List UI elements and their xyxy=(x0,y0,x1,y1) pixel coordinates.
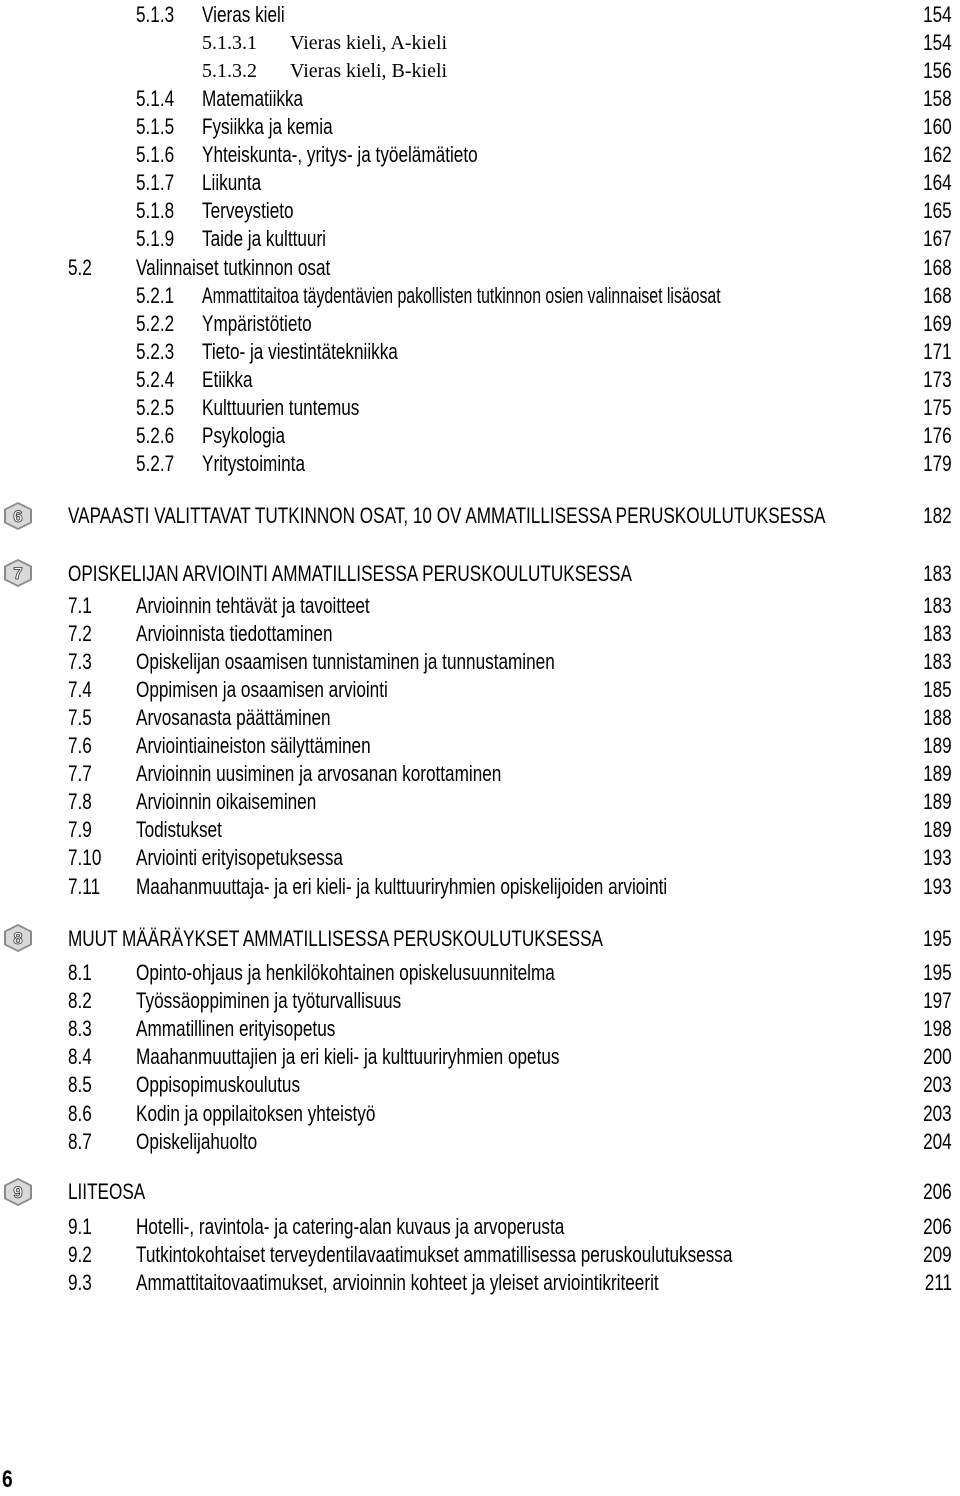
toc-row xyxy=(0,1071,960,1099)
chapter-title: MUUT MÄÄRÄYKSET AMMATILLISESSA PERUSKOULUTUKSESSA xyxy=(68,926,603,951)
toc-number: 5.2.1 xyxy=(136,283,175,308)
toc-number: 5.2.4 xyxy=(136,367,175,392)
toc-number: 7.10 xyxy=(68,845,102,870)
toc-page: 156 xyxy=(923,58,952,83)
toc-row xyxy=(0,704,960,732)
toc-title: Maahanmuuttaja- ja eri kieli- ja kulttuuriryhmien opiskelijoiden arviointi xyxy=(136,874,668,899)
toc-page: 164 xyxy=(923,170,952,195)
toc-page: 162 xyxy=(923,142,952,167)
toc-row xyxy=(0,1128,960,1156)
toc-row xyxy=(0,225,960,253)
toc-title: Opiskelijan osaamisen tunnistaminen ja tunnustaminen xyxy=(136,649,555,674)
toc-row xyxy=(0,1241,960,1269)
toc-number: 8.1 xyxy=(68,960,92,985)
toc-row xyxy=(0,29,960,57)
toc-row xyxy=(0,620,960,648)
toc-title: Matematiikka xyxy=(202,86,304,111)
toc-row xyxy=(0,338,960,366)
toc-page: 154 xyxy=(923,2,952,27)
toc-number: 7.2 xyxy=(68,621,92,646)
toc-row xyxy=(0,987,960,1015)
toc-number: 8.5 xyxy=(68,1072,92,1097)
toc-row xyxy=(0,1213,960,1241)
toc-title: Vieras kieli xyxy=(202,2,285,27)
toc-title: Yritystoiminta xyxy=(202,451,305,476)
toc-page: 179 xyxy=(923,451,952,476)
toc-row xyxy=(0,254,960,282)
toc-row xyxy=(0,648,960,676)
toc-page: 165 xyxy=(923,198,952,223)
toc-number: 5.1.5 xyxy=(136,114,175,139)
toc-number: 7.8 xyxy=(68,789,92,814)
toc-page: 198 xyxy=(923,1016,952,1041)
toc-row xyxy=(0,310,960,338)
toc-row xyxy=(0,816,960,844)
toc-number: 5.2.3 xyxy=(136,339,175,364)
toc-number: 5.2.5 xyxy=(136,395,175,420)
toc-page: 197 xyxy=(923,988,952,1013)
chapter-heading xyxy=(0,1178,960,1206)
toc-page: 189 xyxy=(923,761,952,786)
toc-row xyxy=(0,1,960,29)
toc-page: 200 xyxy=(923,1044,952,1069)
toc-page: 173 xyxy=(923,367,952,392)
toc-number: 5.1.8 xyxy=(136,198,175,223)
toc-title: Yhteiskunta-, yritys- ja työelämätieto xyxy=(202,142,478,167)
toc-row xyxy=(0,1043,960,1071)
toc-title: Arvioinnin oikaiseminen xyxy=(136,789,317,814)
toc-title: Taide ja kulttuuri xyxy=(202,226,327,251)
toc-row xyxy=(0,873,960,901)
toc-page: 195 xyxy=(923,960,952,985)
toc-row xyxy=(0,592,960,620)
chapter-heading xyxy=(0,502,960,530)
toc-number: 7.7 xyxy=(68,761,92,786)
toc-row xyxy=(0,676,960,704)
chapter-title: LIITEOSA xyxy=(68,1179,146,1204)
toc-page: 169 xyxy=(923,311,952,336)
toc-row xyxy=(0,1015,960,1043)
toc-title: Arvioinnin uusiminen ja arvosanan korottaminen xyxy=(136,761,502,786)
toc-title: Ammattitaitovaatimukset, arvioinnin kohteet ja yleiset arviointikriteerit xyxy=(136,1270,659,1295)
toc-page: 183 xyxy=(923,593,952,618)
toc-page: 206 xyxy=(923,1179,952,1204)
toc-page: 195 xyxy=(923,926,952,951)
toc-number: 7.9 xyxy=(68,817,92,842)
toc-page: 193 xyxy=(923,845,952,870)
toc-number: 9.1 xyxy=(68,1214,92,1239)
toc-row xyxy=(0,1100,960,1128)
toc-title: Arviointi erityisopetuksessa xyxy=(136,845,343,870)
toc-row xyxy=(0,959,960,987)
toc-title: Arviointiaineiston säilyttäminen xyxy=(136,733,371,758)
toc-row xyxy=(0,282,960,310)
toc-page: 211 xyxy=(924,1270,952,1295)
toc-page: 189 xyxy=(923,789,952,814)
toc-title: Maahanmuuttajien ja eri kieli- ja kulttuuriryhmien opetus xyxy=(136,1044,560,1069)
toc-number: 8.2 xyxy=(68,988,92,1013)
toc-row xyxy=(0,422,960,450)
toc-page: 183 xyxy=(923,649,952,674)
toc-number: 5.2.2 xyxy=(136,311,175,336)
toc-number: 5.1.6 xyxy=(136,142,175,167)
toc-page: 167 xyxy=(923,226,952,251)
toc-page: 189 xyxy=(923,817,952,842)
toc-row xyxy=(0,1269,960,1297)
toc-row xyxy=(0,788,960,816)
toc-title: Liikunta xyxy=(202,170,262,195)
toc-page: 175 xyxy=(923,395,952,420)
toc-number: 7.4 xyxy=(68,677,92,702)
toc-number: 5.1.7 xyxy=(136,170,175,195)
chapter-heading xyxy=(0,925,960,953)
toc-number: 7.1 xyxy=(68,593,92,618)
chapter-title: VAPAASTI VALITTAVAT TUTKINNON OSAT, 10 OV AMMATILLISESSA PERUSKOULUTUKSESSA xyxy=(68,503,826,528)
toc-row xyxy=(0,366,960,394)
toc-number: 7.11 xyxy=(68,874,101,899)
toc-title: Ammattitaitoa täydentävien pakollisten tutkinnon osien valinnaiset lisäosat xyxy=(202,283,721,308)
page-number: 6 xyxy=(2,1466,13,1493)
toc-row xyxy=(0,450,960,478)
svg-text:8: 8 xyxy=(13,929,23,948)
toc-number: 5.2 xyxy=(68,255,92,280)
toc-row xyxy=(0,732,960,760)
toc-title: Opinto-ohjaus ja henkilökohtainen opiskelusuunnitelma xyxy=(136,960,555,985)
toc-page: 188 xyxy=(923,705,952,730)
toc-page: 154 xyxy=(923,30,952,55)
toc-title: Valinnaiset tutkinnon osat xyxy=(136,255,331,280)
toc-row xyxy=(0,113,960,141)
chapter-title: OPISKELIJAN ARVIOINTI AMMATILLISESSA PERUSKOULUTUKSESSA xyxy=(68,561,632,586)
toc-title: Psykologia xyxy=(202,423,285,448)
toc-number: 8.4 xyxy=(68,1044,92,1069)
toc-title: Ammatillinen erityisopetus xyxy=(136,1016,336,1041)
toc-title: Arvioinnista tiedottaminen xyxy=(136,621,333,646)
toc-title: Oppimisen ja osaamisen arviointi xyxy=(136,677,388,702)
svg-text:9: 9 xyxy=(13,1183,23,1202)
toc-row xyxy=(0,85,960,113)
toc-row xyxy=(0,197,960,225)
toc-number: 7.3 xyxy=(68,649,92,674)
toc-page: 209 xyxy=(923,1242,952,1267)
toc-number: 5.1.4 xyxy=(136,86,175,111)
toc-title: Kodin ja oppilaitoksen yhteistyö xyxy=(136,1101,376,1126)
svg-text:6: 6 xyxy=(13,507,23,526)
toc-title: Arvosanasta päättäminen xyxy=(136,705,331,730)
toc-row xyxy=(0,844,960,872)
toc-page: 189 xyxy=(923,733,952,758)
toc-page: 176 xyxy=(923,423,952,448)
toc-title: Terveystieto xyxy=(202,198,294,223)
toc-page: 204 xyxy=(923,1129,952,1154)
toc-row xyxy=(0,760,960,788)
toc-title: Kulttuurien tuntemus xyxy=(202,395,360,420)
toc-page: 183 xyxy=(923,621,952,646)
toc-page: 158 xyxy=(923,86,952,111)
toc-page: 185 xyxy=(923,677,952,702)
toc-number: 5.2.7 xyxy=(136,451,175,476)
toc-row xyxy=(0,169,960,197)
toc-number: 9.2 xyxy=(68,1242,92,1267)
toc-number: 8.7 xyxy=(68,1129,92,1154)
toc-row xyxy=(0,141,960,169)
toc-page: 203 xyxy=(923,1072,952,1097)
toc-title: Etiikka xyxy=(202,367,253,392)
toc-page: 168 xyxy=(923,255,952,280)
toc-page: 193 xyxy=(923,874,952,899)
toc-number: 7.5 xyxy=(68,705,92,730)
toc-number: 8.3 xyxy=(68,1016,92,1041)
toc-number: 7.6 xyxy=(68,733,92,758)
toc-title: Arvioinnin tehtävät ja tavoitteet xyxy=(136,593,370,618)
toc-title: Fysiikka ja kemia xyxy=(202,114,333,139)
toc-title: Vieras kieli, B-kieli xyxy=(290,60,448,82)
toc-title: Todistukset xyxy=(136,817,222,842)
toc-number: 8.6 xyxy=(68,1101,92,1126)
toc-page: 171 xyxy=(923,339,952,364)
toc-page: 182 xyxy=(923,503,952,528)
toc-title: Ympäristötieto xyxy=(202,311,312,336)
toc-title: Hotelli-, ravintola- ja catering-alan kuvaus ja arvoperusta xyxy=(136,1214,565,1239)
toc-number: 5.1.3 xyxy=(136,2,175,27)
toc-row xyxy=(0,394,960,422)
svg-text:7: 7 xyxy=(13,564,23,583)
toc-title: Tieto- ja viestintätekniikka xyxy=(202,339,398,364)
toc-page: 168 xyxy=(923,283,952,308)
toc-page: 183 xyxy=(923,561,952,586)
toc-number: 5.1.9 xyxy=(136,226,175,251)
chapter-heading xyxy=(0,560,960,588)
toc-title: Opiskelijahuolto xyxy=(136,1129,258,1154)
toc-page: 206 xyxy=(923,1214,952,1239)
toc-page: 203 xyxy=(923,1101,952,1126)
toc-row xyxy=(0,57,960,85)
toc-page: 160 xyxy=(923,114,952,139)
toc-number: 5.1.3.2 xyxy=(202,60,257,82)
toc-title: Työssäoppiminen ja työturvallisuus xyxy=(136,988,402,1013)
toc-number: 5.1.3.1 xyxy=(202,32,257,54)
toc-title: Tutkintokohtaiset terveydentilavaatimukset ammatillisessa peruskoulutuksessa xyxy=(136,1242,733,1267)
toc-number: 5.2.6 xyxy=(136,423,175,448)
toc-title: Oppisopimuskoulutus xyxy=(136,1072,301,1097)
toc-number: 9.3 xyxy=(68,1270,92,1295)
toc-title: Vieras kieli, A-kieli xyxy=(290,32,448,54)
